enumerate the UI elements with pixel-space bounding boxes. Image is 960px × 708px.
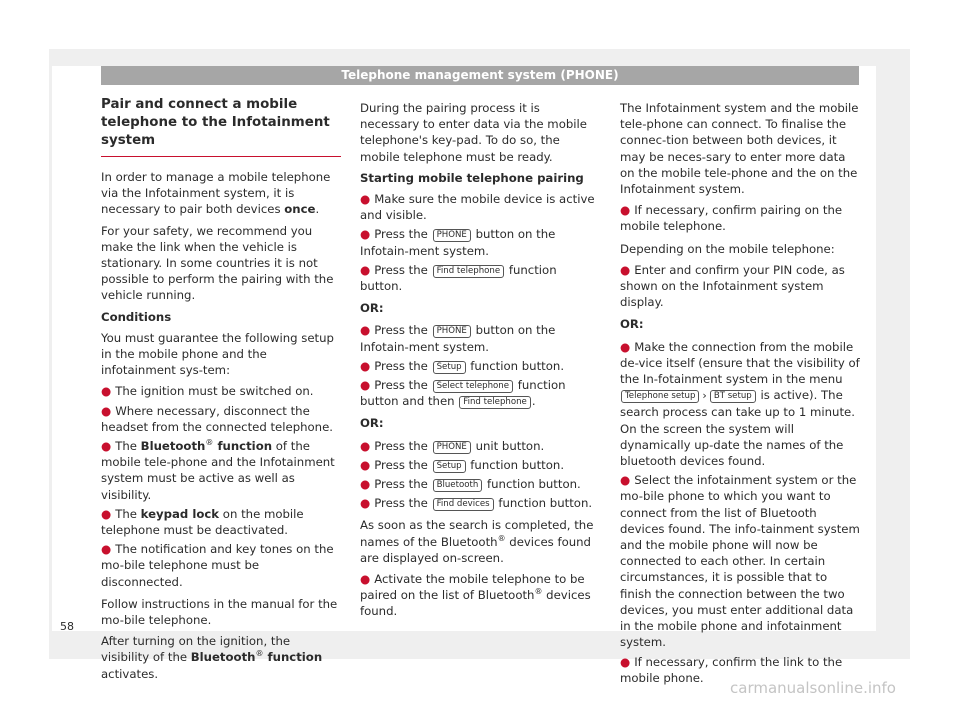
depending-paragraph: Depending on the mobile telephone: xyxy=(620,241,835,256)
intro-paragraph: In order to manage a mobile telephone via the Infotainment system, it is necessary to pair both devices once. xyxy=(101,170,331,217)
or-label: OR: xyxy=(360,416,384,431)
list-item: ● Press the PHONE unit button. xyxy=(360,438,545,453)
conditions-heading: Conditions xyxy=(101,309,172,324)
list-item: ● The keypad lock on the mobile telephone must be deactivated. xyxy=(101,506,304,538)
bullet-icon: ● xyxy=(360,227,371,242)
list-item: ● Press the PHONE button on the Infotain-ment system. xyxy=(360,227,556,258)
list-item: ● Press the PHONE button on the Infotain-ment system. xyxy=(360,323,556,354)
bullet-icon: ● xyxy=(360,438,371,453)
find-devices-key: Find devices xyxy=(433,498,494,511)
setup-key: Setup xyxy=(433,460,466,473)
column-right xyxy=(620,100,860,689)
or-label: OR: xyxy=(620,317,644,332)
section-title: Pair and connect a mobile telephone to the Infotainment system xyxy=(101,96,341,157)
bullet-icon: ● xyxy=(101,403,112,418)
page-number: 58 xyxy=(60,620,74,633)
bullet-icon: ● xyxy=(101,384,112,399)
list-item: ● If necessary, confirm the link to the mobile phone. xyxy=(620,654,843,685)
watermark: carmanualsonline.info xyxy=(730,679,896,697)
list-item: ● Press the Select telephone function button and then Find telephone . xyxy=(360,378,566,409)
list-item: ● The ignition must be switched on. xyxy=(101,384,314,399)
list-item: ● If necessary, confirm pairing on the mobile telephone. xyxy=(620,203,843,234)
bt-setup-key: BT setup xyxy=(710,390,756,403)
list-item: ● Where necessary, disconnect the headset from the connected telephone. xyxy=(101,403,333,434)
chevron-right-icon: › xyxy=(702,389,707,403)
list-item: ● Press the Setup function button. xyxy=(360,457,565,472)
bullet-icon: ● xyxy=(620,473,631,488)
bullet-icon: ● xyxy=(620,203,631,218)
bullet-icon: ● xyxy=(101,506,112,521)
conditions-paragraph: You must guarantee the following setup in the mobile phone and the infotainment sys-tem: xyxy=(101,330,334,378)
list-item: ● The notification and key tones on the mo-bile telephone must be disconnected. xyxy=(101,542,334,589)
bullet-icon: ● xyxy=(360,496,371,511)
column-left xyxy=(101,96,341,687)
list-item: ● Press the Find telephone function button. xyxy=(360,262,557,294)
bullet-icon: ● xyxy=(360,477,371,492)
phone-key: PHONE xyxy=(433,229,471,242)
bullet-icon: ● xyxy=(620,262,631,277)
phone-key: PHONE xyxy=(433,441,471,454)
column-middle xyxy=(360,100,600,623)
list-item: ● Make the connection from the mobile de-vice itself (ensure that the visibility of the In-fotainment system in the menu Telephone setup › BT setup is active). The search process can take up to 1 minute. On the screen the system will dynamically up-date the names of the bluetooth devices found. xyxy=(620,339,860,469)
list-item: ● Press the Bluetooth function button. xyxy=(360,477,581,492)
after-paragraph: After turning on the ignition, the visibility of the Bluetooth® function activates. xyxy=(101,634,323,681)
bluetooth-key: Bluetooth xyxy=(433,479,483,492)
find-telephone-key: Find telephone xyxy=(433,265,505,278)
bullet-icon: ● xyxy=(620,654,631,669)
bullet-icon: ● xyxy=(360,358,371,373)
follow-paragraph: Follow instructions in the manual for the mo-bile telephone. xyxy=(101,596,338,628)
list-item: ● Make sure the mobile device is active and visible. xyxy=(360,192,595,223)
bullet-icon: ● xyxy=(360,457,371,472)
select-telephone-key: Select telephone xyxy=(433,380,513,393)
list-item: ● Press the Find devices function button. xyxy=(360,496,593,511)
list-item: ● The Bluetooth® function of the mobile tele-phone and the Infotainment system must be active as well as visibility. xyxy=(101,438,335,502)
bullet-icon: ● xyxy=(620,339,631,354)
search-completed-paragraph: As soon as the search is completed, the names of the Bluetooth® devices found are displayed on-screen. xyxy=(360,518,594,565)
or-label: OR: xyxy=(360,301,384,316)
safety-paragraph: For your safety, we recommend you make the link when the vehicle is stationary. In some countries it is not possible to perform the pairing with the vehicle running. xyxy=(101,223,334,303)
phone-key: PHONE xyxy=(433,325,471,338)
connect-paragraph: The Infotainment system and the mobile tele-phone can connect. To finalise the connec-tion between both devices, it may be neces-sary to enter more data on the mobile tele-phone and the on the Infotainment system. xyxy=(620,101,859,197)
start-pairing-heading: Starting mobile telephone pairing xyxy=(360,170,584,185)
list-item: ● Enter and confirm your PIN code, as shown on the Infotainment system display. xyxy=(620,262,845,310)
bullet-icon: ● xyxy=(360,323,371,338)
chapter-header: Telephone management system (PHONE) xyxy=(101,66,859,85)
list-item: ● Select the infotainment system or the mo-bile phone to which you want to connect from the list of Bluetooth devices found. The info-tainment system and the mobile phone will now be connected to each other. In certain circumstances, it is possible that to finish the connection between the two devices, you must enter additional data in the mobile phone and infotainment system. xyxy=(620,473,860,650)
bullet-icon: ● xyxy=(360,572,371,587)
bullet-icon: ● xyxy=(360,192,371,207)
telephone-setup-key: Telephone setup xyxy=(621,390,699,403)
bullet-icon: ● xyxy=(360,378,371,393)
bullet-icon: ● xyxy=(101,542,112,557)
list-item: ● Press the Setup function button. xyxy=(360,358,565,373)
pairing-paragraph: During the pairing process it is necessary to enter data via the mobile telephone's key-pad. To do so, the mobile telephone must be ready. xyxy=(360,101,587,164)
bullet-icon: ● xyxy=(101,439,112,454)
setup-key: Setup xyxy=(433,361,466,374)
list-item: ● Activate the mobile telephone to be paired on the list of Bluetooth® devices found. xyxy=(360,572,591,619)
bullet-icon: ● xyxy=(360,262,371,277)
find-telephone-key: Find telephone xyxy=(459,396,531,409)
